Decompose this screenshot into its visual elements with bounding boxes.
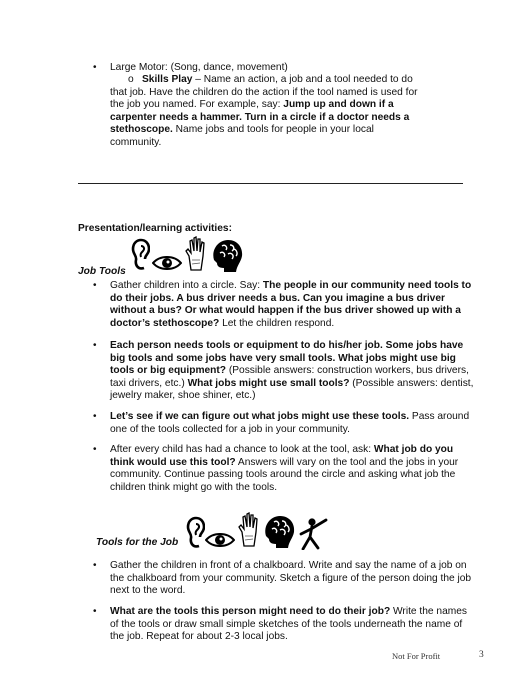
job-tools-b4-line3: community. Continue passing tools around the circle and asking what job the (110, 469, 456, 480)
text-bold: doctor’s stethoscope? (110, 317, 220, 329)
hand-icon (184, 236, 208, 272)
eye-icon (152, 254, 182, 272)
text-bold: stethoscope. (110, 124, 173, 135)
tools-job-b2-line3: the job. Repeat for about 2-3 local jobs. (110, 631, 288, 642)
text: the job you named. For example, say: (110, 99, 284, 110)
ear-icon (183, 516, 205, 550)
job-tools-b2-line2 (110, 353, 456, 365)
job-tools-b1-line3 (110, 305, 461, 317)
bullet: • (93, 606, 97, 617)
job-tools-b1-line2 (110, 293, 445, 305)
skills-play-line1 (142, 74, 413, 86)
stretching-figure-icon (298, 516, 330, 550)
footer-text: Not For Profit (392, 651, 441, 661)
text: Pass around (409, 411, 470, 422)
skills-play-line6: community. (110, 136, 162, 148)
tools-job-b1-line3: next to the word. (110, 585, 186, 596)
job-tools-b3-line1 (110, 411, 469, 423)
tools-job-b2-line1 (110, 606, 467, 618)
job-tools-b2-line3 (110, 365, 469, 377)
tools-job-b1-line2: the chalkboard from your community. Sketch a figure of the person doing the job (110, 572, 472, 584)
brain-icon (210, 238, 244, 274)
sub-bullet-marker: o (128, 74, 134, 85)
text: After every child has had a chance to look at the tool, ask: (110, 444, 374, 455)
text-bold: big tools and some jobs have very small tools. What jobs might use big (110, 352, 456, 364)
hand-icon (237, 512, 261, 548)
tools-job-b2-line2: of the tools or draw small simple sketches of the tools underneath the name of (110, 618, 463, 630)
skills-play-line5 (110, 124, 374, 136)
text: (Possible answers: dentist, (349, 377, 474, 389)
job-tools-b2-line5: jewelry maker, shoe shiner, etc.) (110, 390, 256, 401)
job-tools-b2-line4 (110, 378, 473, 390)
ear-icon (128, 238, 150, 272)
text-bold: think would use this tool? (110, 456, 236, 468)
job-tools-b4-line1 (110, 444, 453, 456)
text-bold: Each person needs tools or equipment to do his/her job. Some jobs have (110, 340, 464, 351)
text-bold: tools or big equipment? (110, 365, 227, 376)
text-bold: Jump up and down if a (283, 99, 394, 110)
text-bold: without a bus? Or what would happen if the bus driver showed up with a (110, 305, 461, 316)
brain-icon (262, 514, 296, 550)
bullet: • (93, 411, 97, 422)
text-bold: The people in our community need tools to (262, 280, 472, 291)
skills-play-line4 (110, 112, 409, 124)
text-bold: What jobs might use small tools? (187, 377, 350, 389)
job-tools-b4-line4: children think might go with the tools. (110, 481, 278, 493)
job-tools-title: Job Tools (78, 266, 126, 277)
skills-play-line3 (110, 99, 394, 111)
job-tools-b1-line1 (110, 280, 471, 292)
text: (Possible answers: construction workers, bus drivers, (226, 365, 469, 376)
page-number: 3 (479, 650, 484, 660)
bullet: • (93, 560, 97, 571)
tools-for-job-title: Tools for the Job (96, 537, 179, 548)
text: – Name an action, a job and a tool needed to do (192, 74, 413, 85)
text-bold: What job do you (373, 444, 454, 455)
text-bold: carpenter needs a hammer. Turn in a circle if a doctor needs a (110, 111, 410, 123)
job-tools-b3-line2: one of the tools collected for a job in your community. (110, 423, 350, 435)
bullet: • (93, 340, 97, 351)
skills-play-label: Skills Play (142, 74, 193, 85)
text-bold: What are the tools this person might need to do their job? (110, 606, 391, 617)
text: Write the names (390, 606, 467, 617)
bullet: • (93, 280, 97, 291)
text: taxi drivers, etc.) (110, 377, 188, 389)
bullet: • (93, 62, 97, 73)
text: Name jobs and tools for people in your local (172, 124, 374, 135)
presentation-heading: Presentation/learning activities: (78, 223, 232, 234)
text: Gather children into a circle. Say: (110, 280, 263, 291)
job-tools-b2-line1 (110, 340, 463, 352)
horizontal-divider (78, 183, 463, 184)
bullet: • (93, 444, 97, 455)
skills-play-line2: that job. Have the children do the action if the tool named is used for (110, 86, 418, 98)
text: Let the children respond. (219, 317, 335, 329)
text: Answers will vary on the tool and the jobs in your (235, 456, 459, 468)
tools-job-b1-line1: Gather the children in front of a chalkboard. Write and say the name of a job on (110, 560, 467, 571)
large-motor-title: Large Motor: (Song, dance, movement) (110, 62, 288, 73)
job-tools-b4-line2 (110, 457, 458, 469)
job-tools-b1-line4 (110, 318, 334, 330)
eye-icon (205, 531, 235, 549)
text-bold: do their jobs. A bus driver needs a bus. Can you imagine a bus driver (110, 292, 445, 304)
text-bold: Let’s see if we can figure out what jobs might use these tools. (110, 411, 410, 422)
